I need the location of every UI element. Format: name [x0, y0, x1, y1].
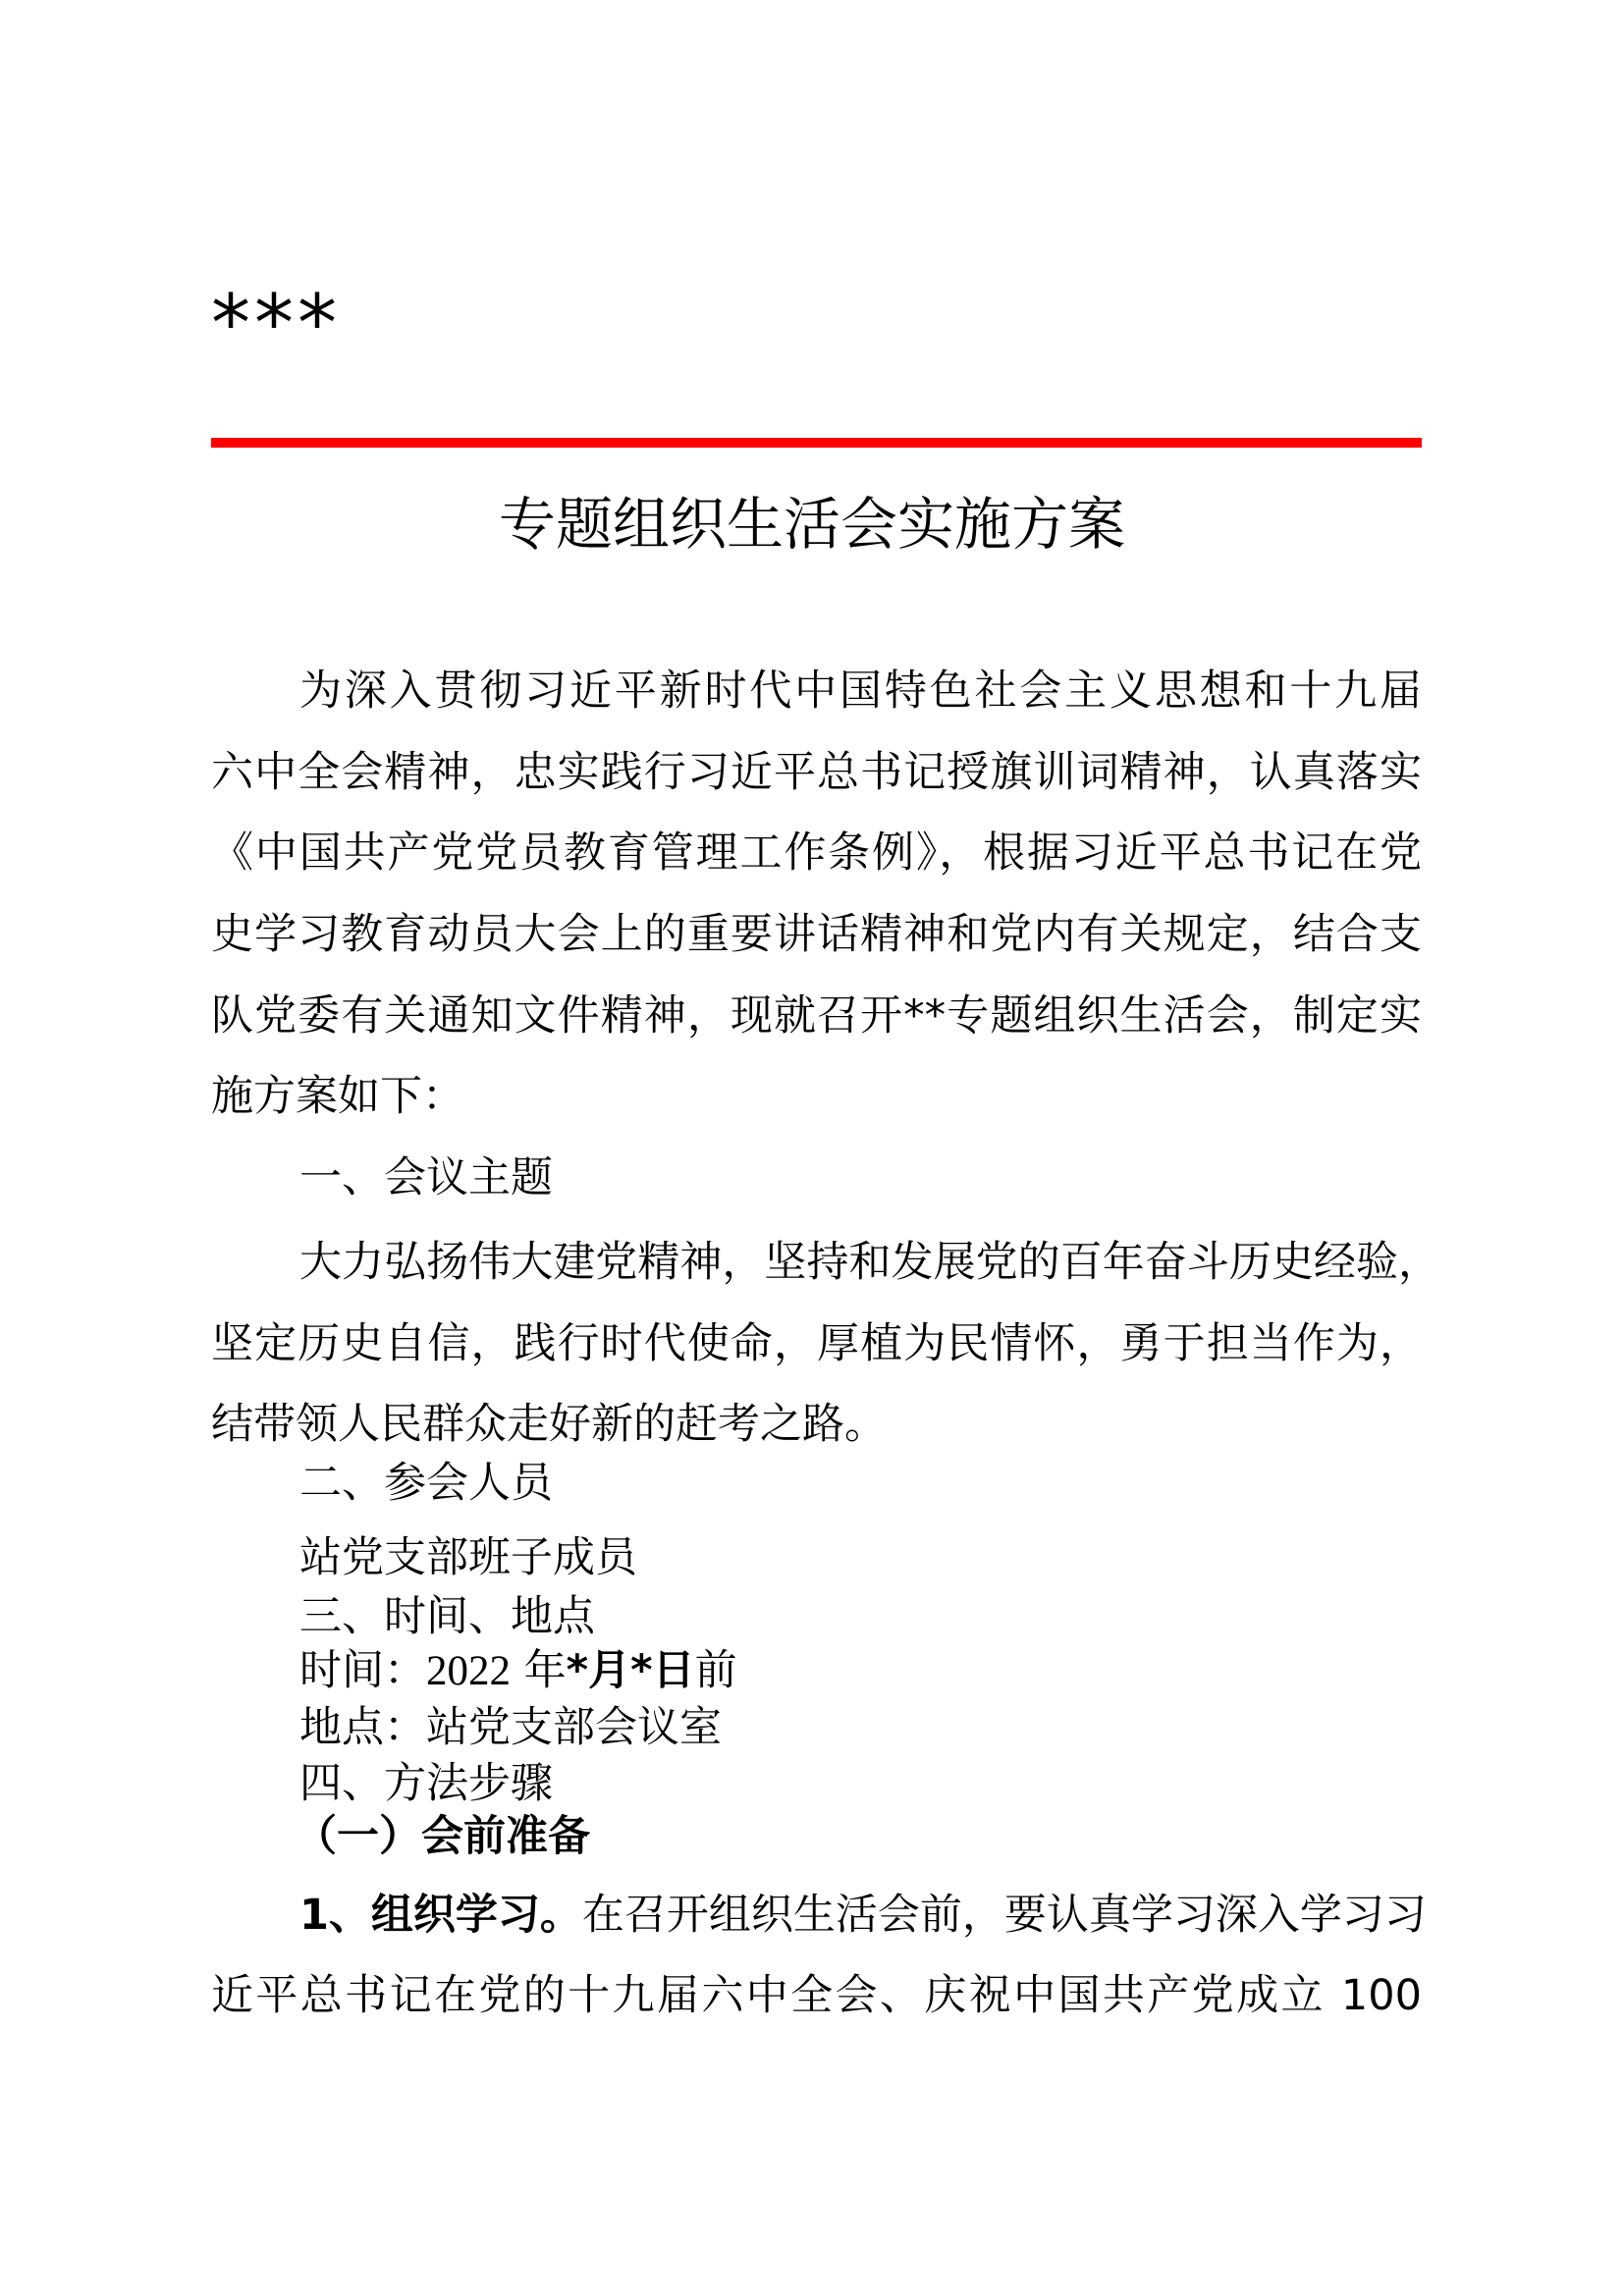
time-year-unit: 年 — [523, 1646, 567, 1695]
document-title: 专题组织生活会实施方案 — [498, 491, 1125, 558]
attendees: 站党支部班子成员 — [299, 1533, 637, 1582]
intro-line: 为深入贯彻习近平新时代中国特色社会主义思想和十九届 — [299, 667, 1422, 716]
section-heading: 三、时间、地点 — [299, 1592, 595, 1641]
meeting-time — [299, 1645, 737, 1697]
theme-line: 大力弘扬伟大建党精神，坚持和发展党的百年奋斗历史经验， — [299, 1238, 1440, 1287]
section-heading: 二、参会人员 — [299, 1459, 553, 1508]
meeting-place: 地点：站党支部会议室 — [299, 1703, 722, 1752]
item-line: 近平总书记在党的十九届六中全会、庆祝中国共产党成立 100 — [211, 1971, 1422, 2020]
organization-name: *** — [211, 278, 341, 369]
section-heading: 一、会议主题 — [299, 1153, 553, 1202]
item-text: 在召开组织生活会前，要认真学习深入学习习 — [581, 1891, 1427, 1940]
intro-line: 六中全会精神，忠实践行习近平总书记授旗训词精神，认真落实 — [211, 748, 1422, 797]
theme-line: 坚定历史自信，践行时代使命，厚植为民情怀，勇于担当作为， — [211, 1319, 1422, 1368]
section-heading: 四、方法步骤 — [299, 1759, 553, 1808]
red-header-divider — [211, 438, 1422, 448]
intro-line: 史学习教育动员大会上的重要讲话精神和党内有关规定，结合支 — [211, 910, 1422, 959]
intro-line: 队党委有关通知文件精神，现就召开**专题组织生活会，制定实 — [211, 991, 1422, 1041]
subsection-heading: （一）会前准备 — [295, 1812, 590, 1861]
time-year: 2022 — [426, 1648, 511, 1694]
time-suffix: 前 — [694, 1646, 737, 1695]
theme-line: 结带领人民群众走好新的赶考之路。 — [211, 1400, 887, 1449]
item-label: 1、组织学习。 — [299, 1891, 582, 1940]
intro-line: 《中国共产党党员教育管理工作条例》，根据习近平总书记在党 — [211, 828, 1422, 878]
time-month-day: *月*日 — [566, 1646, 695, 1695]
item-line — [299, 1890, 1427, 1941]
intro-line: 施方案如下： — [211, 1072, 464, 1121]
time-label: 时间： — [299, 1646, 426, 1695]
